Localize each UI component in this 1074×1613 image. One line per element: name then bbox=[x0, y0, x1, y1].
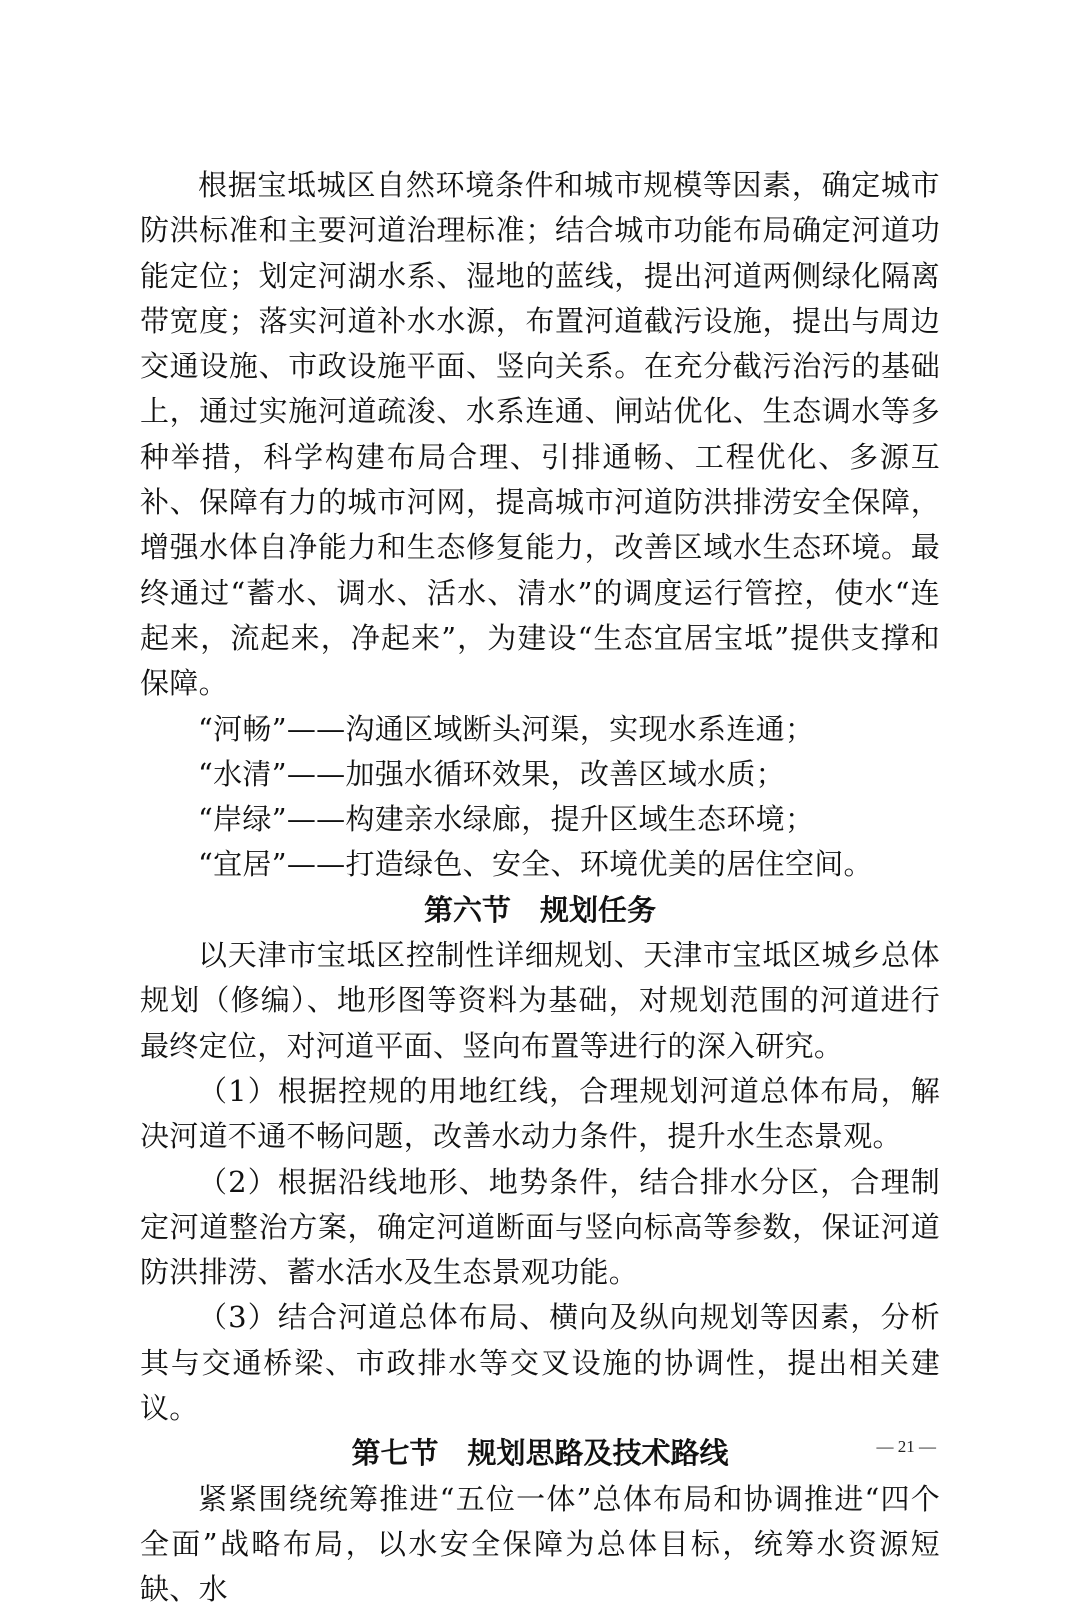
goal-line-bank: “岸绿”——构建亲水绿廊，提升区域生态环境； bbox=[198, 802, 815, 837]
section7-heading: 第七节 规划思路及技术路线 bbox=[351, 1436, 729, 1471]
page-number: — 21 — bbox=[876, 1437, 936, 1456]
goal-line-water: “水清”——加强水循环效果，改善区域水质； bbox=[198, 756, 785, 791]
goal-line-livable: “宜居”——打造绿色、安全、环境优美的居住空间。 bbox=[198, 847, 873, 882]
section6-intro: 以天津市宝坻区控制性详细规划、天津市宝坻区城乡总体规划（修编）、地形图等资料为基础，对规划范围的河道进行最终定位，对河道平面、竖向布置等进行的深入研究。 bbox=[140, 938, 940, 1063]
section5-paragraph: 根据宝坻城区自然环境条件和城市规模等因素，确定城市防洪标准和主要河道治理标准；结合城市功能布局确定河道功能定位；划定河湖水系、湿地的蓝线，提出河道两侧绿化隔离带宽度；落实河道补水水源，布置河道截污设施，提出与周边交通设施、市政设施平面、竖向关系。在充分截污治污的基础上，通过实施河道疏浚、水系连通、闸站优化、生态调水等多种举措，科学构建布局合理、引排通畅、工程优化、多源互补、保障有力的城市河网，提高城市河道防洪排涝安全保障，增强水体自净能力和生态修复能力，改善区域水生态环境。最终通过“蓄水、调水、活水、清水”的调度运行管控，使水“连起来，流起来，净起来”，为建设“生态宜居宝坻”提供支撑和保障。 bbox=[140, 168, 940, 701]
task-item-2: （2）根据沿线地形、地势条件，结合排水分区，合理制定河道整治方案，确定河道断面与竖向标高等参数，保证河道防洪排涝、蓄水活水及生态景观功能。 bbox=[140, 1164, 940, 1290]
document-body bbox=[140, 163, 940, 1613]
goal-line-river: “河畅”——沟通区域断头河渠，实现水系连通； bbox=[198, 711, 815, 746]
task-item-3: （3）结合河道总体布局、横向及纵向规划等因素，分析其与交通桥梁、市政排水等交叉设施的协调性，提出相关建议。 bbox=[140, 1300, 940, 1426]
section7-intro: 紧紧围绕统筹推进“五位一体”总体布局和协调推进“四个全面”战略布局，以水安全保障为总体目标，统筹水资源短缺、水 bbox=[140, 1481, 940, 1607]
section6-heading: 第六节 规划任务 bbox=[423, 892, 656, 927]
task-item-1: （1）根据控规的用地红线，合理规划河道总体布局，解决河道不通不畅问题，改善水动力条件，提升水生态景观。 bbox=[140, 1073, 940, 1154]
